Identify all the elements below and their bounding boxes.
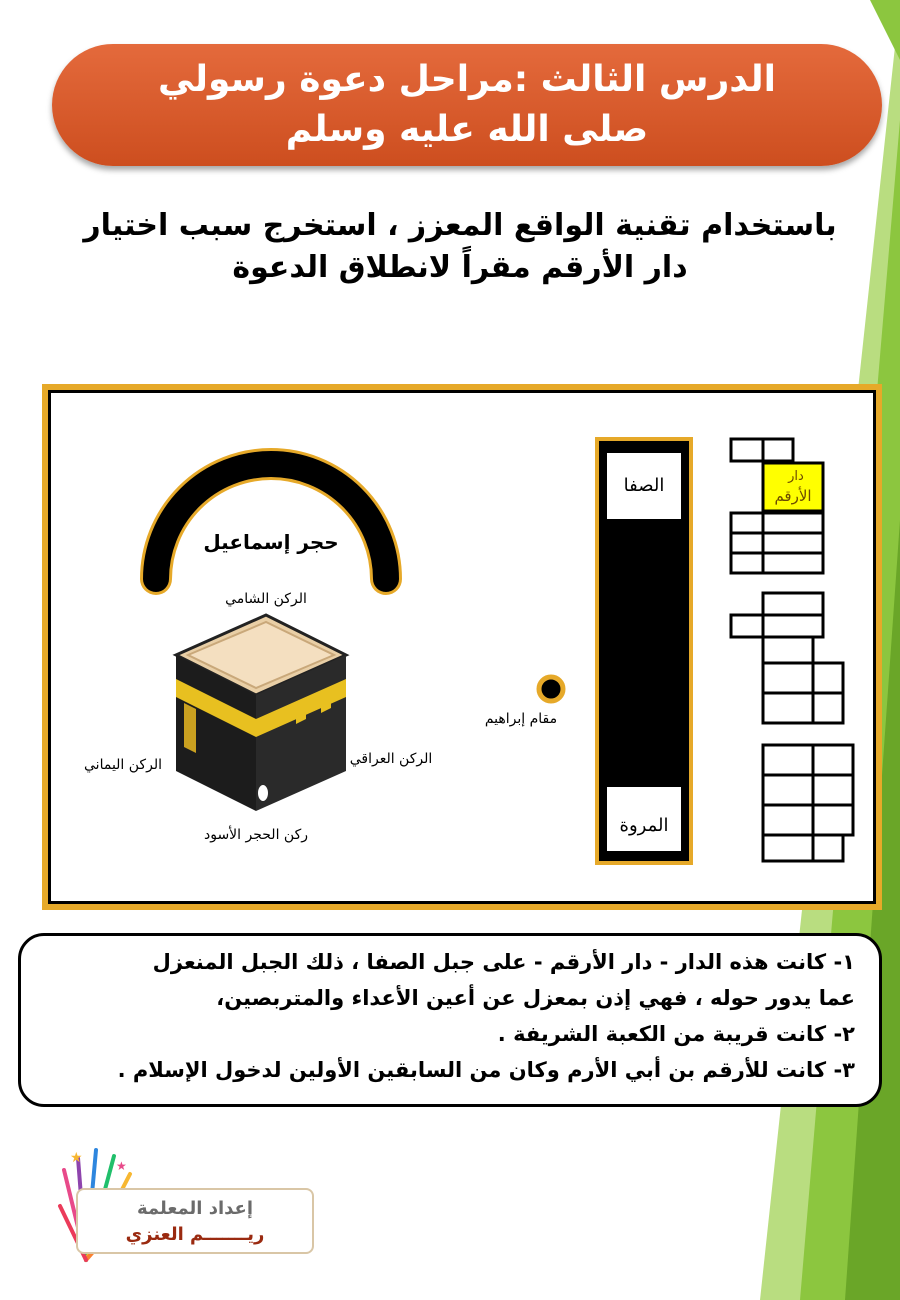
answer-points-box (18, 933, 882, 1107)
star-icon: ★ (70, 1150, 83, 1166)
house-12 (763, 637, 813, 663)
house-24 (813, 835, 843, 861)
house-1 (731, 439, 763, 461)
hijr-ismail-label: حجر إسماعيل (203, 530, 339, 554)
hijr-ismail-arc (156, 464, 386, 579)
house-19 (763, 775, 813, 805)
house-5 (731, 533, 763, 553)
haram-map-drawing (51, 393, 873, 901)
black-stone-marker (258, 785, 268, 801)
kaaba-door (184, 703, 196, 753)
house-15 (763, 693, 813, 723)
instruction-text (60, 205, 860, 289)
corner-shami-label: الركن الشامي (225, 591, 307, 607)
corner-iraqi-label: الركن العراقي (349, 751, 433, 767)
house-14 (763, 663, 813, 693)
house-21 (763, 805, 813, 835)
house-16 (813, 693, 843, 723)
safa-label: الصفا (623, 475, 665, 496)
map-frame (42, 384, 882, 910)
house-17 (763, 745, 813, 775)
house-3 (731, 513, 763, 533)
house-23 (763, 835, 813, 861)
instruction-line-1: باستخدام تقنية الواقع المعزز ، استخرج سبب اختيار (83, 208, 837, 243)
maqam-ibrahim-marker (539, 677, 563, 701)
lesson-title: الدرس الثالث :مراحل دعوة رسولي صلى الله عليه وسلم (158, 59, 776, 150)
point-1-line-1: ١- كانت هذه الدار - دار الأرقم - على جبل الصفا ، ذلك الجبل المنعزل (152, 950, 855, 974)
kaaba (176, 615, 346, 811)
house-4 (763, 513, 823, 533)
house-2 (763, 439, 793, 461)
house-11 (763, 615, 823, 637)
house-22 (813, 805, 853, 835)
house-18 (813, 745, 853, 775)
dar-label-line-1: دار (788, 469, 804, 484)
house-8 (763, 553, 823, 573)
haram-map (48, 390, 876, 904)
maqam-ibrahim-label: مقام إبراهيم (484, 711, 558, 727)
green-corner (870, 0, 900, 60)
point-3: ٣- كانت للأرقم بن أبي الأرم وكان من السابقين الأولين لدخول الإسلام . (117, 1058, 855, 1082)
teacher-credit (76, 1188, 314, 1254)
dar-label-line-2: الأرقم (774, 487, 812, 505)
house-10 (731, 615, 763, 637)
house-9 (763, 593, 823, 615)
house-13 (813, 663, 843, 693)
lesson-title-banner (52, 44, 882, 166)
point-1-line-2: عما يدور حوله ، فهي إذن بمعزل عن أعين الأعداء والمتربصين، (216, 986, 855, 1010)
corner-black-stone-label: ركن الحجر الأسود (203, 827, 309, 843)
teacher-name: ريـــــــم العنزي (125, 1224, 265, 1245)
corner-yamani-label: الركن اليماني (84, 757, 162, 773)
instruction-line-2: دار الأرقم مقراً لانطلاق الدعوة (232, 250, 688, 285)
credit-label: إعداد المعلمة (136, 1198, 254, 1219)
house-6 (763, 533, 823, 553)
star-icon: ★ (116, 1159, 127, 1173)
point-2: ٢- كانت قريبة من الكعبة الشريفة . (497, 1022, 855, 1046)
house-7 (731, 553, 763, 573)
marwa-label: المروة (619, 815, 669, 836)
house-20 (813, 775, 853, 805)
